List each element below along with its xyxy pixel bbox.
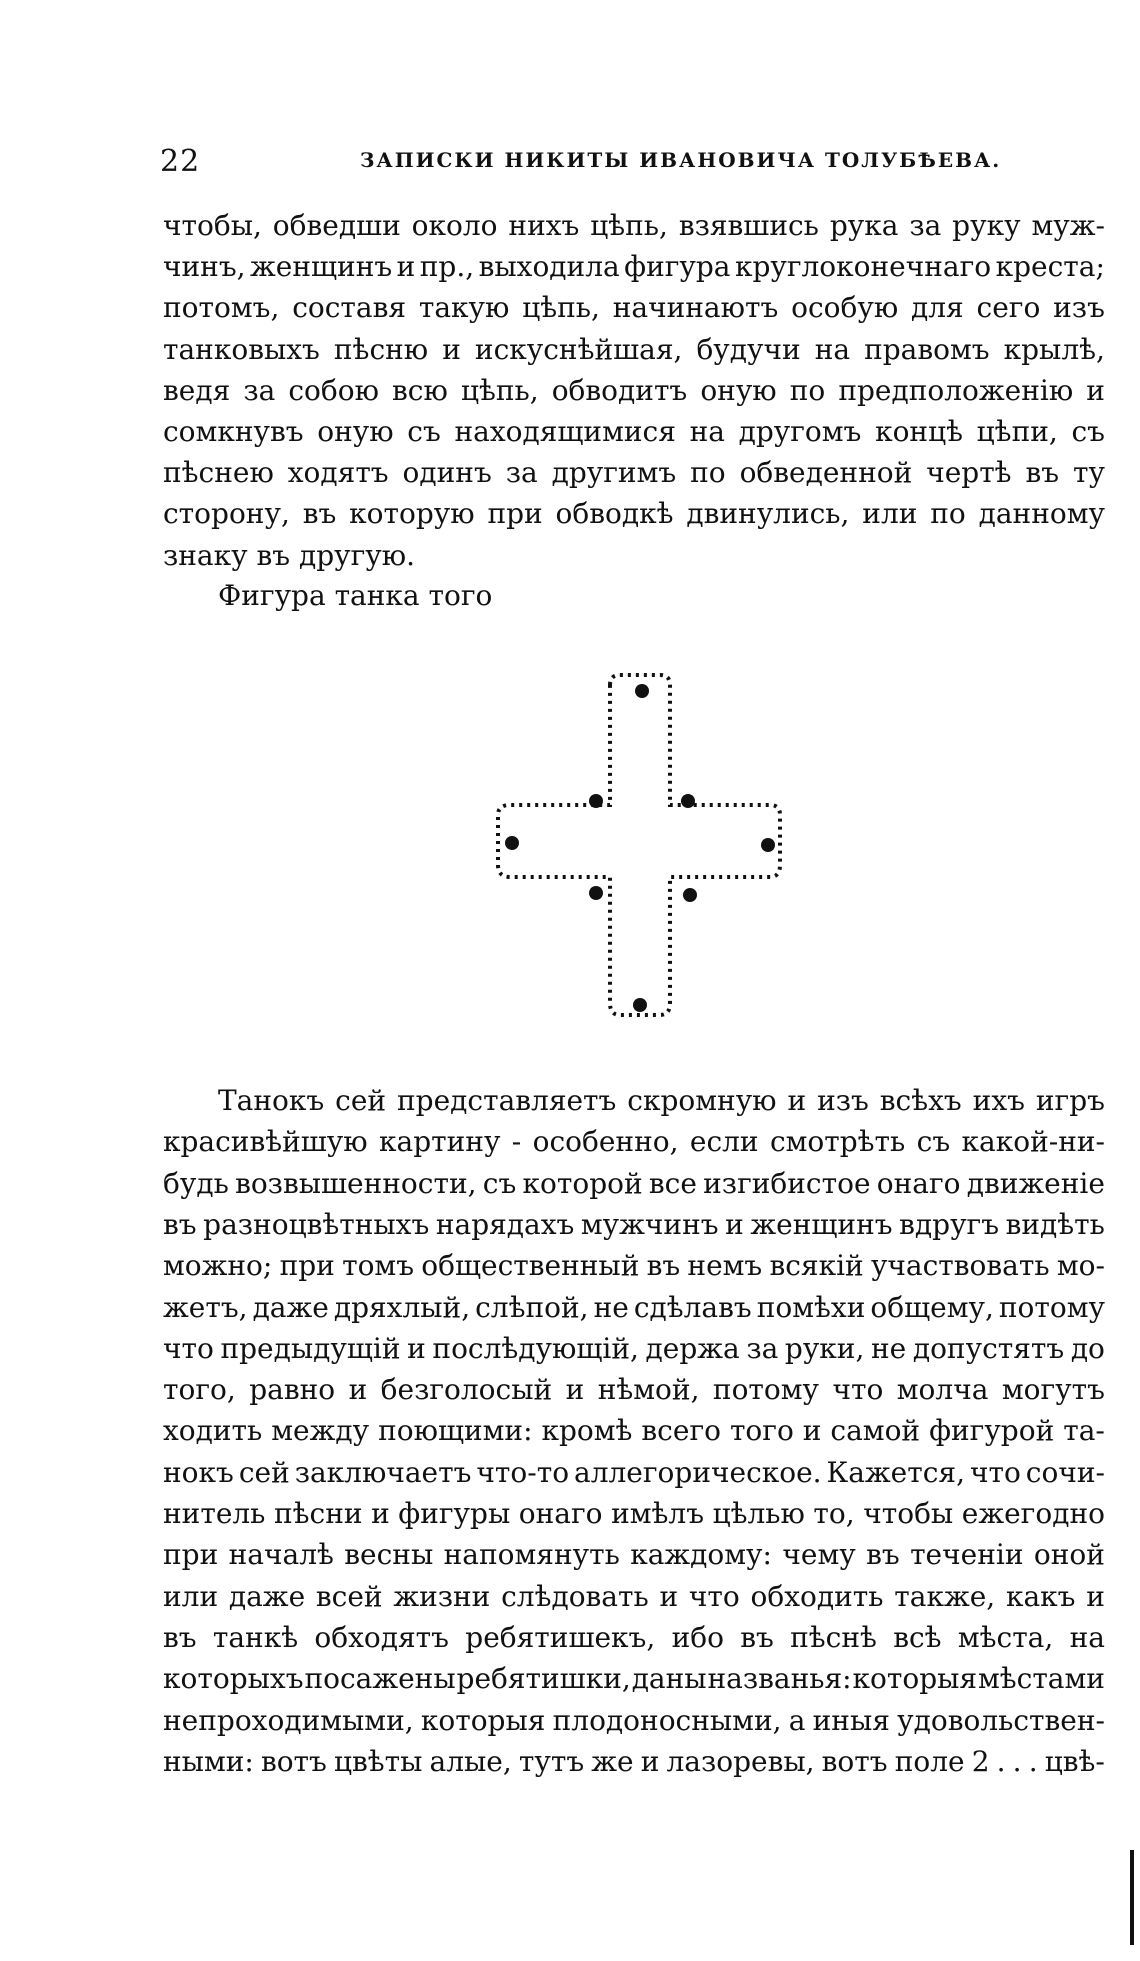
text-line: чтобы, обведши около нихъ цѣпь, взявшись рука за руку муж- <box>163 209 1105 242</box>
child-dot <box>633 998 647 1012</box>
text-line: танковыхъ пѣсню и искуснѣйшая, будучи на правомъ крылѣ, <box>163 332 1105 366</box>
text-line: ными: вотъ цвѣты алые, тутъ же и лазоревы, вотъ поле 2 . . . цвѣ- <box>163 1744 1105 1778</box>
text-line: при началѣ весны напомянуть каждому: чему въ теченіи оной <box>163 1538 1105 1572</box>
child-dot <box>505 836 519 850</box>
text-line: или даже всей жизни слѣдовать и что обходить также, какъ и <box>163 1579 1105 1613</box>
child-dot <box>761 838 775 852</box>
text-line: непроходимыми, которыя плодоносными, а иныя удовольствен- <box>163 1703 1105 1737</box>
text-line: въ разноцвѣтныхъ нарядахъ мужчинъ и женщинъ вдругъ видѣть <box>163 1207 1105 1241</box>
child-dot <box>589 886 603 900</box>
child-dot <box>635 684 649 698</box>
running-head: ЗАПИСКИ НИКИТЫ ИВАНОВИЧА ТОЛУБѢЕВА. <box>360 148 1002 172</box>
figure-caption: Фигура танка того <box>218 579 493 612</box>
cross-figure <box>460 665 830 1045</box>
text-line: потомъ, составя такую цѣпь, начинаютъ особую для сего изъ <box>163 291 1105 325</box>
text-line: сторону, въ которую при обводкѣ двинулись, или по данному <box>163 497 1105 531</box>
scan-edge-mark <box>1130 1850 1134 1945</box>
text-line: того, равно и безголосый и нѣмой, потому что молча могутъ <box>163 1373 1105 1407</box>
text-line: что предыдущій и послѣдующій, держа за руки, не допустятъ до <box>163 1331 1105 1365</box>
child-dot <box>681 794 695 808</box>
text-line: сомкнувъ оную съ находящимися на другомъ концѣ цѣпи, съ <box>163 415 1105 448</box>
cross-dotted-outline <box>498 675 780 1015</box>
text-line: красивѣйшую картину - особенно, если смотрѣть съ какой-ни- <box>163 1125 1105 1159</box>
text-line: пѣснею ходятъ одинъ за другимъ по обведенной чертѣ въ ту <box>163 456 1105 490</box>
text-line: жетъ, даже дряхлый, слѣпой, не сдѣлавъ помѣхи общему, потому <box>163 1290 1105 1324</box>
text-line: которыхъ посажены ребятишки, даны названья: которыя мѣстами <box>163 1662 1105 1696</box>
text-line: нитель пѣсни и фигуры онаго имѣлъ цѣлью то, чтобы ежегодно <box>163 1497 1105 1530</box>
child-dot <box>683 888 697 902</box>
text-line: чинъ, женщинъ и пр., выходила фигура круглоконечнаго креста; <box>163 250 1105 284</box>
child-dot <box>589 794 603 808</box>
text-line: Танокъ сей представляетъ скромную и изъ всѣхъ ихъ игръ <box>218 1084 1105 1117</box>
cross-diagram <box>460 665 830 1045</box>
text-line: ведя за собою всю цѣпь, обводитъ оную по предположенію и <box>163 373 1105 407</box>
text-line: нокъ сей заключаетъ что-то аллегорическое. Кажется, что сочи- <box>163 1455 1105 1489</box>
page-number: 22 <box>160 144 201 179</box>
text-line: можно; при томъ общественный въ немъ всякій участвовать мо- <box>163 1249 1105 1283</box>
text-line: ходить между поющими: кромѣ всего того и самой фигурой та- <box>163 1414 1105 1448</box>
text-line: будь возвышенности, съ которой все изгибистое онаго движеніе <box>163 1166 1105 1200</box>
text-line: въ танкѣ обходятъ ребятишекъ, ибо въ пѣснѣ всѣ мѣста, на <box>163 1620 1105 1654</box>
text-line: знаку въ другую. <box>163 538 416 572</box>
